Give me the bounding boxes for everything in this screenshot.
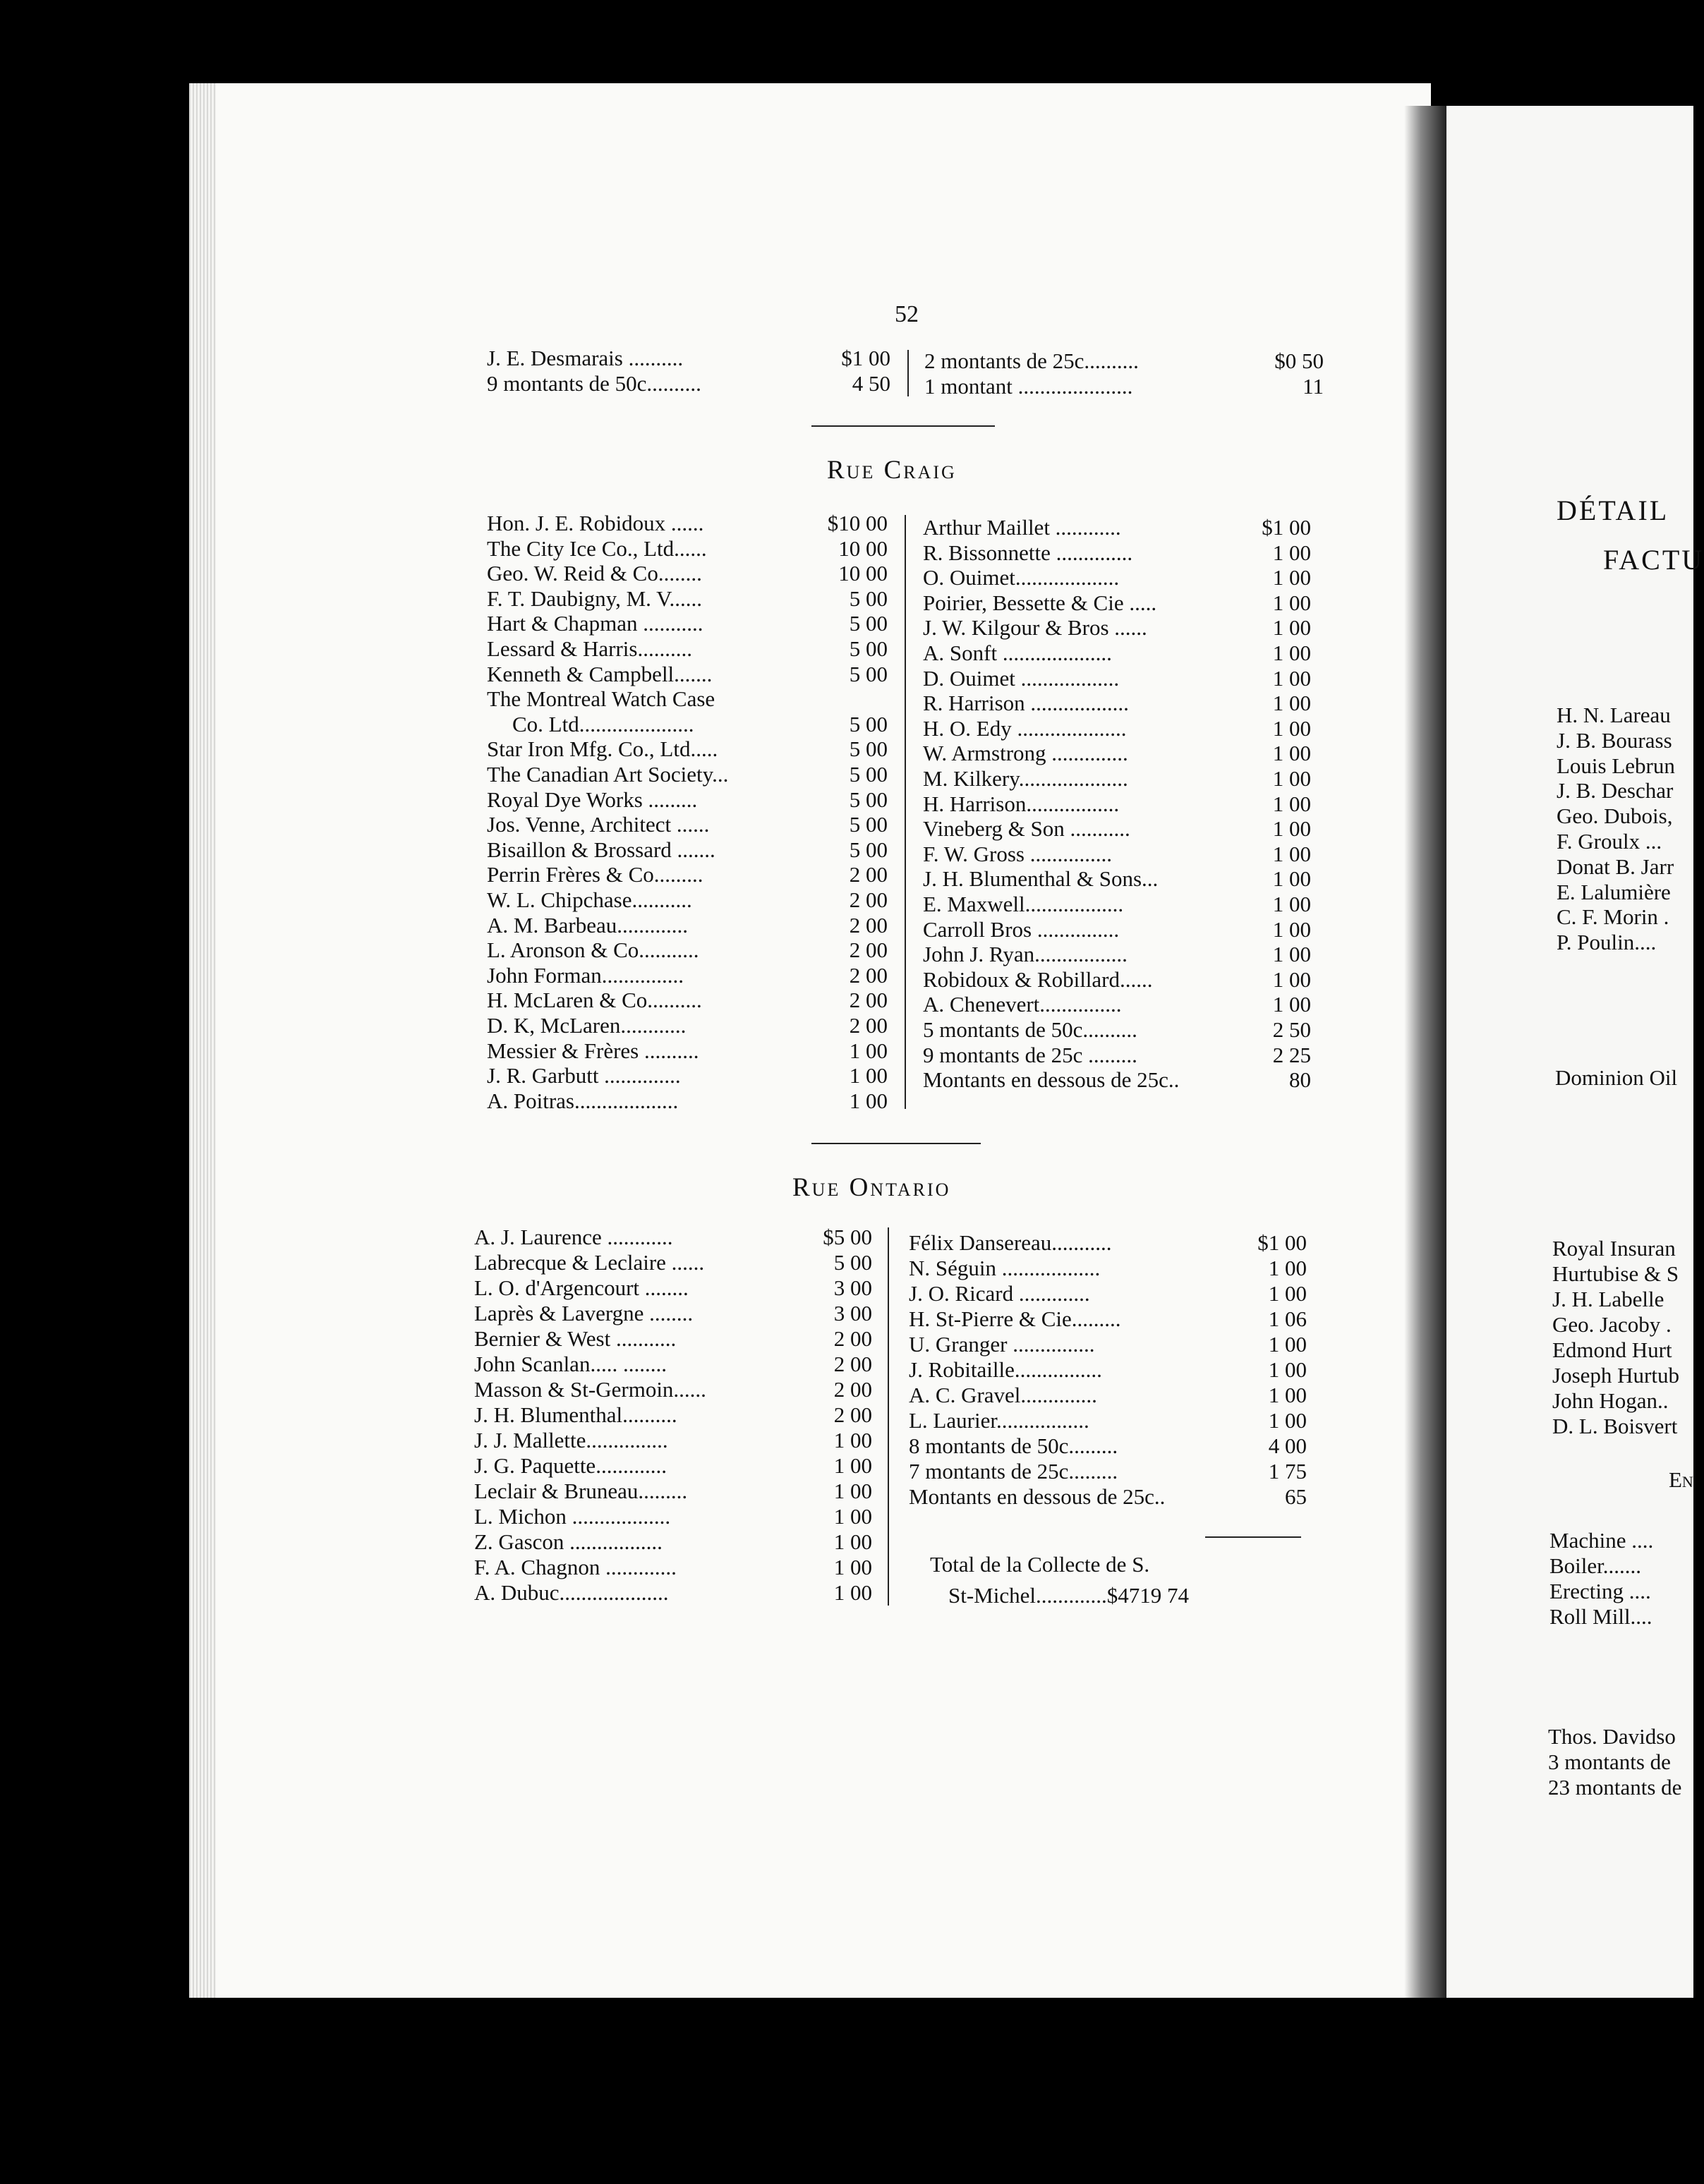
entry-amount: $1 00 — [841, 346, 890, 370]
entry-amount: 3 00 — [833, 1301, 872, 1325]
entry-name: Geo. W. Reid & Co........ — [487, 561, 702, 586]
entry-amount: 1 00 — [1272, 916, 1311, 942]
entry-amount: 5 00 — [849, 837, 888, 862]
entry-name: R. Harrison .................. — [923, 691, 1129, 716]
entry-amount: 1 00 — [1272, 816, 1311, 842]
entry-name: Poirier, Bessette & Cie ..... — [923, 590, 1157, 615]
entry-name: A. M. Barbeau............. — [487, 912, 688, 938]
entry-amount: 1 00 — [1272, 866, 1311, 892]
entry-name: H. McLaren & Co.......... — [487, 988, 702, 1013]
entry-amount: 5 00 — [849, 636, 888, 661]
entry-name: J. G. Paquette............. — [474, 1453, 667, 1478]
entry-name: The Montreal Watch Case — [487, 686, 715, 712]
entry-name: The City Ice Co., Ltd...... — [487, 535, 707, 561]
entry-name: Félix Dansereau........... — [909, 1230, 1112, 1255]
entry-amount: 5 00 — [849, 762, 888, 787]
entry-name: M. Kilkery.................... — [923, 766, 1128, 791]
entry-amount: 1 00 — [833, 1580, 872, 1605]
entry-amount: 1 75 — [1268, 1459, 1307, 1484]
entry-name: D. K, McLaren............ — [487, 1013, 687, 1038]
entry-amount: 2 00 — [833, 1326, 872, 1351]
entry-name: Co. Ltd..................... — [512, 711, 694, 736]
entry-amount: $10 00 — [827, 511, 888, 535]
right-en-heading: En — [1669, 1467, 1693, 1492]
entry-amount: 5 00 — [849, 611, 888, 636]
entry-name: H. O. Edy .................... — [923, 715, 1127, 741]
entry-amount: 1 00 — [1272, 615, 1311, 641]
right-heading-1: DÉTAIL — [1557, 495, 1669, 526]
section-rule — [811, 425, 995, 427]
entry-amount: 1 00 — [1272, 715, 1311, 741]
right-page-line: Hurtubise & S — [1552, 1261, 1679, 1286]
entry-amount: 80 — [1289, 1067, 1311, 1093]
right-page-line: Machine .... — [1549, 1528, 1654, 1553]
entry-amount: 10 00 — [838, 535, 888, 561]
entry-amount: 2 00 — [849, 962, 888, 988]
entry-name: Perrin Frères & Co......... — [487, 862, 703, 887]
entry-amount: 1 06 — [1268, 1306, 1307, 1331]
entry-name: N. Séguin .................. — [909, 1256, 1101, 1280]
entry-amount: 4 50 — [852, 371, 890, 396]
right-page-line: C. F. Morin . — [1557, 904, 1669, 930]
right-page-line: Donat B. Jarr — [1557, 854, 1674, 879]
right-page-line: F. Groulx ... — [1557, 829, 1662, 854]
entry-amount: 4 00 — [1268, 1433, 1307, 1458]
page-edge-stack — [189, 83, 216, 1998]
entry-name: Bisaillon & Brossard ....... — [487, 837, 715, 862]
right-heading-2: FACTU — [1603, 544, 1704, 576]
entry-amount: 1 00 — [833, 1479, 872, 1503]
entry-amount: 5 00 — [849, 787, 888, 812]
entry-name: 9 montants de 50c.......... — [487, 371, 701, 396]
entry-amount: 2 00 — [833, 1352, 872, 1376]
entry-amount: 2 00 — [849, 938, 888, 963]
entry-name: Royal Dye Works ......... — [487, 787, 698, 812]
entry-amount: 1 00 — [1268, 1408, 1307, 1433]
entry-name: D. Ouimet .................. — [923, 665, 1120, 691]
right-page-line: Erecting .... — [1549, 1579, 1651, 1603]
entry-name: J. Robitaille................ — [909, 1357, 1102, 1382]
entry-amount: 5 00 — [849, 711, 888, 736]
entry-name: 5 montants de 50c.......... — [923, 1017, 1137, 1042]
entry-name: 7 montants de 25c......... — [909, 1459, 1118, 1484]
entry-amount: $1 00 — [1262, 515, 1311, 540]
entry-name: Arthur Maillet ............ — [923, 515, 1121, 540]
entry-name: Z. Gascon ................. — [474, 1529, 663, 1554]
right-page-line: John Hogan.. — [1552, 1388, 1669, 1413]
entry-name: Robidoux & Robillard...... — [923, 966, 1153, 992]
total-line-1: Total de la Collecte de S. — [930, 1552, 1150, 1577]
entry-amount: 2 00 — [833, 1402, 872, 1427]
right-page-line: E. Lalumière — [1557, 879, 1671, 904]
entry-name: Jos. Venne, Architect ...... — [487, 812, 710, 837]
right-page-line: Boiler....... — [1549, 1553, 1642, 1578]
entry-amount: $5 00 — [823, 1225, 872, 1249]
entry-amount: 2 00 — [849, 862, 888, 887]
entry-amount: 1 00 — [849, 1088, 888, 1113]
entry-name: Vineberg & Son ........... — [923, 816, 1130, 842]
right-page-line: Louis Lebrun — [1557, 753, 1675, 778]
entry-name: John J. Ryan................. — [923, 942, 1128, 967]
entry-amount: 1 00 — [1268, 1383, 1307, 1407]
entry-name: Montants en dessous de 25c.. — [909, 1484, 1166, 1509]
entry-amount: 1 00 — [1272, 565, 1311, 590]
entry-name: A. Sonft .................... — [923, 641, 1112, 665]
entry-name: J. H. Blumenthal.......... — [474, 1402, 677, 1427]
entry-amount: 5 00 — [849, 586, 888, 611]
entry-amount: 11 — [1303, 374, 1324, 399]
column-divider — [905, 515, 906, 1109]
total-line-2: St-Michel.............$4719 74 — [948, 1583, 1189, 1608]
entry-amount: 1 00 — [1272, 892, 1311, 916]
entry-name: Bernier & West ........... — [474, 1326, 677, 1351]
entry-amount: 1 00 — [1268, 1332, 1307, 1357]
entry-name: A. J. Laurence ............ — [474, 1225, 673, 1249]
entry-amount: 3 00 — [833, 1275, 872, 1300]
right-page-line: Thos. Davidso — [1548, 1724, 1676, 1749]
entry-name: John Scanlan..... ........ — [474, 1352, 667, 1376]
column-divider — [907, 350, 909, 396]
entry-name: L. Michon .................. — [474, 1504, 671, 1529]
entry-name: Hart & Chapman ........... — [487, 611, 703, 636]
entry-amount: 5 00 — [849, 812, 888, 837]
entry-name: Masson & St-Germoin...... — [474, 1377, 706, 1402]
entry-amount: 2 25 — [1272, 1042, 1311, 1067]
right-page-line: P. Poulin.... — [1557, 930, 1657, 955]
entry-name: Hon. J. E. Robidoux ...... — [487, 511, 704, 535]
entry-amount: 1 00 — [849, 1063, 888, 1088]
entry-name: Montants en dessous de 25c.. — [923, 1067, 1180, 1093]
entry-amount: 2 00 — [849, 988, 888, 1013]
right-page-line: H. N. Lareau — [1557, 703, 1671, 727]
right-page-line: Edmond Hurt — [1552, 1337, 1672, 1362]
right-page-line: J. H. Labelle — [1552, 1287, 1664, 1311]
entry-name: J. R. Garbutt .............. — [487, 1063, 681, 1088]
section-title-ontario: Rue Ontario — [792, 1173, 951, 1202]
entry-name: Kenneth & Campbell....... — [487, 661, 713, 686]
entry-amount: 2 00 — [849, 1013, 888, 1038]
right-page-line: Joseph Hurtub — [1552, 1363, 1679, 1388]
entry-name: L. Laurier................. — [909, 1408, 1089, 1433]
entry-amount: 5 00 — [833, 1250, 872, 1275]
entry-amount: 1 00 — [1268, 1357, 1307, 1382]
entry-amount: 1 00 — [1272, 966, 1311, 992]
entry-amount: 1 00 — [1272, 841, 1311, 866]
entry-name: L. Aronson & Co........... — [487, 938, 699, 963]
entry-amount: 1 00 — [833, 1504, 872, 1529]
right-page-line: 23 montants de — [1548, 1775, 1682, 1800]
entry-amount: 2 00 — [849, 887, 888, 912]
entry-amount: 1 00 — [1272, 942, 1311, 967]
entry-amount: 1 00 — [1272, 791, 1311, 816]
entry-amount: 1 00 — [1272, 665, 1311, 691]
entry-name: O. Ouimet................... — [923, 565, 1120, 590]
entry-name: J. O. Ricard ............. — [909, 1281, 1090, 1306]
entry-name: The Canadian Art Society... — [487, 762, 729, 787]
right-page-line: Royal Insuran — [1552, 1236, 1676, 1261]
entry-amount: 1 00 — [833, 1428, 872, 1452]
right-page-line: D. L. Boisvert — [1552, 1414, 1678, 1438]
entry-name: L. O. d'Argencourt ........ — [474, 1275, 689, 1300]
entry-amount: 1 00 — [1268, 1281, 1307, 1306]
right-page-line: J. B. Deschar — [1557, 778, 1674, 803]
entry-name: 8 montants de 50c......... — [909, 1433, 1118, 1458]
entry-name: J. E. Desmarais .......... — [487, 346, 684, 370]
right-dominion-line: Dominion Oil — [1555, 1065, 1678, 1090]
entry-name: F. W. Gross ............... — [923, 841, 1112, 866]
entry-amount: 1 00 — [833, 1529, 872, 1554]
entry-name: 1 montant ..................... — [924, 374, 1133, 399]
entry-amount: 5 00 — [849, 661, 888, 686]
right-page-line: Geo. Jacoby . — [1552, 1312, 1672, 1337]
entry-name: Messier & Frères .......... — [487, 1038, 699, 1063]
entry-name: Leclair & Bruneau......... — [474, 1479, 688, 1503]
right-page-line: Roll Mill.... — [1549, 1604, 1652, 1629]
right-page-line: J. B. Bourass — [1557, 727, 1672, 753]
entry-name: F. T. Daubigny, M. V...... — [487, 586, 702, 611]
book-gutter — [1404, 106, 1446, 2003]
entry-name: A. Chenevert............... — [923, 992, 1122, 1017]
entry-name: H. St-Pierre & Cie......... — [909, 1306, 1121, 1331]
entry-amount: 2 50 — [1272, 1017, 1311, 1042]
entry-name: Lessard & Harris.......... — [487, 636, 692, 661]
right-page — [1446, 106, 1693, 2003]
entry-amount: $0 50 — [1274, 348, 1324, 373]
right-page-line: 3 montants de — [1548, 1749, 1671, 1774]
entry-amount: 1 00 — [1272, 590, 1311, 615]
entry-name: Laprès & Lavergne ........ — [474, 1301, 694, 1325]
entry-name: 2 montants de 25c.......... — [924, 348, 1139, 373]
entry-name: Carroll Bros ............... — [923, 916, 1120, 942]
entry-amount: 1 00 — [1272, 741, 1311, 766]
entry-amount: 1 00 — [833, 1453, 872, 1478]
page-number: 52 — [895, 301, 919, 327]
entry-name: A. Poitras................... — [487, 1088, 679, 1113]
right-page-line: Geo. Dubois, — [1557, 803, 1673, 829]
entry-name: Star Iron Mfg. Co., Ltd..... — [487, 736, 718, 762]
entry-name: W. L. Chipchase........... — [487, 887, 692, 912]
column-divider — [888, 1227, 889, 1606]
total-rule — [1205, 1536, 1301, 1538]
section-title-craig: Rue Craig — [827, 456, 957, 485]
entry-amount: 1 00 — [849, 1038, 888, 1063]
entry-amount: 10 00 — [838, 561, 888, 586]
entry-name: Labrecque & Leclaire ...... — [474, 1250, 705, 1275]
entry-name: 9 montants de 25c ......... — [923, 1042, 1137, 1067]
entry-amount: 1 00 — [1272, 766, 1311, 791]
entry-name: J. J. Mallette............... — [474, 1428, 668, 1452]
entry-name: John Forman............... — [487, 962, 684, 988]
entry-amount: $1 00 — [1257, 1230, 1307, 1255]
entry-amount: 1 00 — [1268, 1256, 1307, 1280]
entry-amount: 1 00 — [1272, 540, 1311, 565]
entry-name: E. Maxwell.................. — [923, 892, 1124, 916]
bottom-background — [0, 1998, 1693, 2184]
entry-amount: 1 00 — [1272, 992, 1311, 1017]
section-rule — [811, 1143, 981, 1144]
entry-name: A. Dubuc.................... — [474, 1580, 669, 1605]
entry-name: H. Harrison................. — [923, 791, 1120, 816]
entry-name: J. H. Blumenthal & Sons... — [923, 866, 1159, 892]
entry-amount: 1 00 — [1272, 691, 1311, 716]
entry-amount: 2 00 — [833, 1377, 872, 1402]
entry-name: R. Bissonnette .............. — [923, 540, 1133, 565]
entry-amount: 1 00 — [1272, 641, 1311, 665]
entry-name: J. W. Kilgour & Bros ...... — [923, 615, 1147, 641]
entry-name: F. A. Chagnon ............. — [474, 1555, 677, 1579]
entry-amount: 1 00 — [833, 1555, 872, 1579]
entry-amount: 2 00 — [849, 912, 888, 938]
entry-name: A. C. Gravel.............. — [909, 1383, 1097, 1407]
entry-name: W. Armstrong .............. — [923, 741, 1128, 766]
entry-amount: 65 — [1285, 1484, 1307, 1509]
entry-name: U. Granger ............... — [909, 1332, 1095, 1357]
entry-amount: 5 00 — [849, 736, 888, 762]
